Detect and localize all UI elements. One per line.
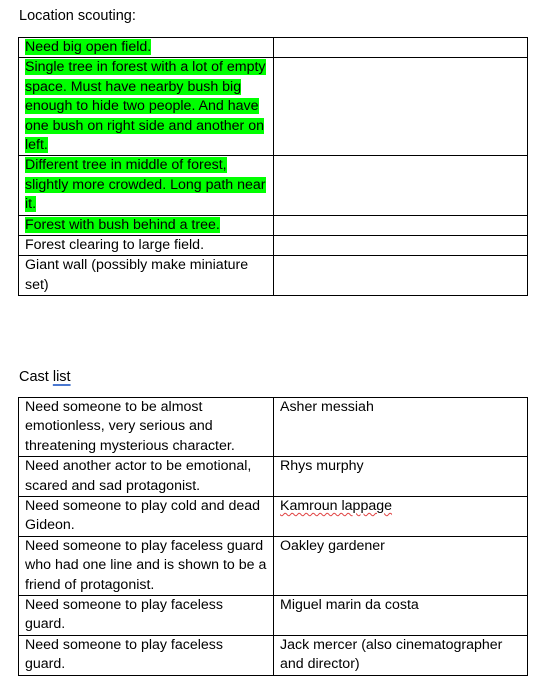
location-cell <box>19 38 274 58</box>
actor-cell: Asher messiah <box>274 398 528 457</box>
location-empty-cell <box>274 256 528 296</box>
cast-list-heading <box>19 368 71 387</box>
location-empty-cell <box>274 58 528 156</box>
location-empty-cell <box>274 156 528 215</box>
table-row <box>19 156 528 215</box>
location-cell <box>19 256 274 296</box>
table-row <box>19 398 528 457</box>
location-text: Need big open field. <box>25 39 152 55</box>
misspelled-actor-name[interactable]: Kamroun lappage <box>280 498 393 515</box>
location-text: Giant wall (possibly make miniature set) <box>25 257 249 293</box>
role-cell: Need someone to play faceless guard. <box>19 596 274 636</box>
actor-cell: Rhys murphy <box>274 457 528 497</box>
role-cell: Need someone to play faceless guard. <box>19 635 274 675</box>
cast-table <box>18 397 528 676</box>
table-row <box>19 536 528 595</box>
role-cell: Need another actor to be emotional, scared and sad protagonist. <box>19 457 274 497</box>
table-row <box>19 256 528 296</box>
location-text: Forest clearing to large field. <box>25 237 205 254</box>
location-empty-cell <box>274 38 528 58</box>
table-row <box>19 215 528 235</box>
actor-cell: Oakley gardener <box>274 536 528 595</box>
location-empty-cell <box>274 236 528 256</box>
location-cell <box>19 215 274 235</box>
role-cell: Need someone to play faceless guard who had one line and is shown to be a friend of protagonist. <box>19 536 274 595</box>
cast-heading-word: list <box>52 369 71 385</box>
role-cell: Need someone to play cold and dead Gideon. <box>19 497 274 537</box>
table-row <box>19 635 528 675</box>
location-table <box>18 37 528 296</box>
location-cell <box>19 58 274 156</box>
location-text: Forest with bush behind a tree. <box>25 216 220 233</box>
table-row <box>19 58 528 156</box>
location-cell <box>19 156 274 215</box>
actor-cell: Jack mercer (also cinematographer and director) <box>274 635 528 675</box>
location-empty-cell <box>274 215 528 235</box>
actor-cell <box>274 497 528 537</box>
actor-cell: Miguel marin da costa <box>274 596 528 636</box>
role-cell: Need someone to be almost emotionless, very serious and threatening mysterious character. <box>19 398 274 457</box>
table-row <box>19 457 528 497</box>
table-row <box>19 497 528 537</box>
table-row <box>19 596 528 636</box>
location-scouting-heading: Location scouting: <box>19 8 136 24</box>
cast-heading-prefix: Cast <box>19 369 53 385</box>
table-row <box>19 38 528 58</box>
location-cell <box>19 236 274 256</box>
location-text: Single tree in forest with a lot of empty space. Must have nearby bush big enough to hide two people. And have one bush on right side and another on left. <box>25 59 266 154</box>
location-text: Different tree in middle of forest, slightly more crowded. Long path near it. <box>25 157 266 213</box>
table-row <box>19 236 528 256</box>
